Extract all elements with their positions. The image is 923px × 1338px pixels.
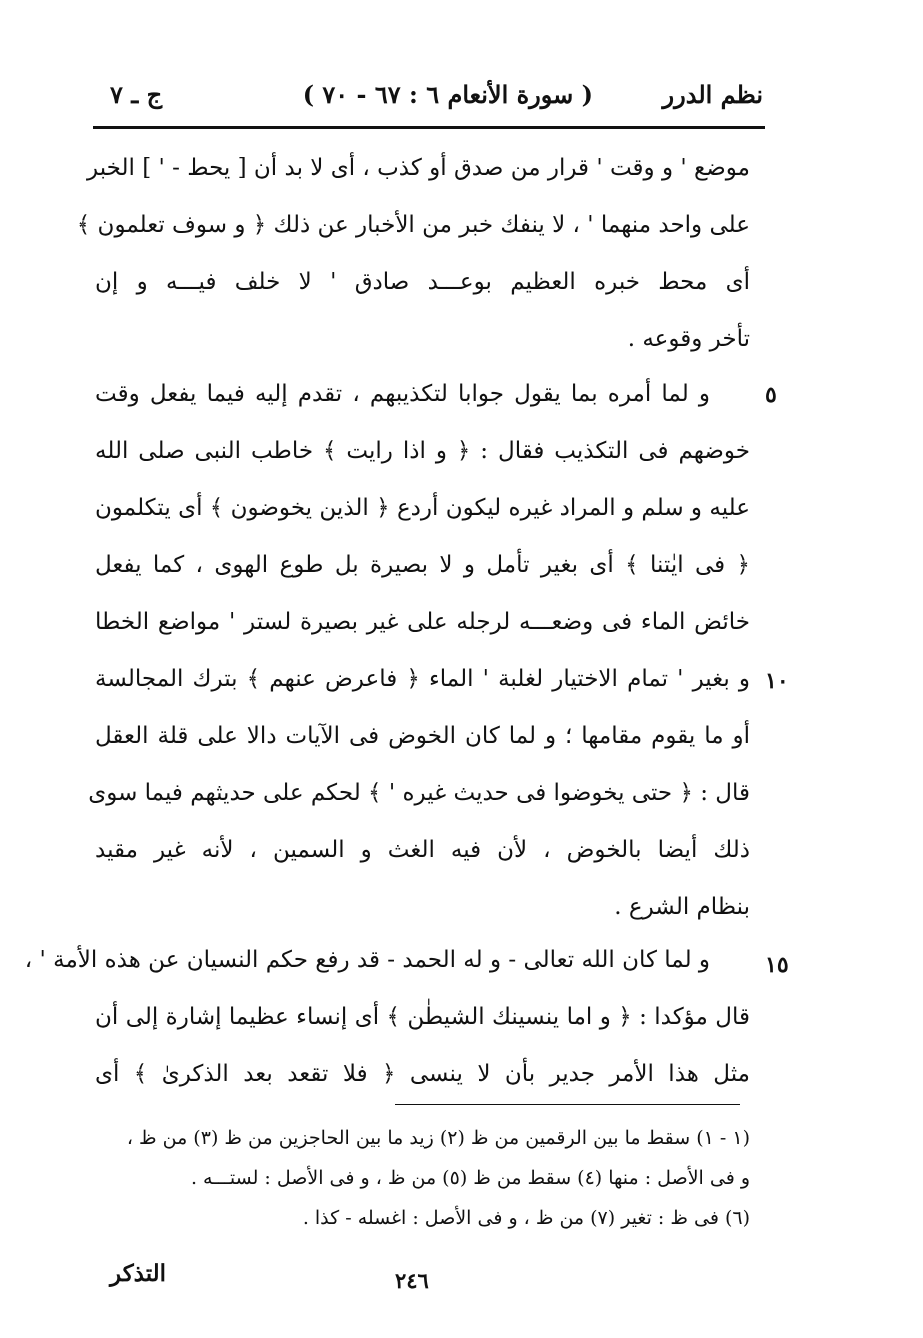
text-line: و لما أمره بما يقول جوابا لتكذيبهم ، تقدم إليه فيما يفعل وقت [95, 381, 710, 407]
book-title: نظم الدرر [662, 80, 763, 109]
footnote-line: (١ - ١) سقط ما بين الرقمين من ظ (٢) زيد ما بين الحاجزين من ظ (٣) من ظ ، [126, 1127, 750, 1149]
text-line: و لما كان الله تعالى - و له الحمد - قد رفع حكم النسيان عن هذه الأمة ' ، [24, 947, 710, 973]
text-line: على واحد منهما ' ، لا ينفك خبر من الأخبار عن ذلك ﴿ و سوف تعلمون ﴾ [76, 212, 750, 238]
text-line: و بغير ' تمام الاختيار لغلبة ' الماء ﴿ فاعرض عنهم ﴾ بترك المجالسة [95, 666, 750, 692]
text-line: عليه و سلم و المراد غيره ليكون أردع ﴿ الذين يخوضون ﴾ أى يتكلمون [95, 495, 750, 521]
page-number: ٢٤٦ [395, 1268, 429, 1293]
paragraph-1 [76, 140, 750, 368]
footnote-line: و فى الأصل : منها (٤) سقط من ظ (٥) من ظ ، و فى الأصل : لستـــه . [190, 1167, 750, 1189]
text-line: مثل هذا الأمر جدير بأن لا ينسى ﴿ فلا تقعد بعد الذكرىٰ ﴾ أى [95, 1061, 750, 1087]
header-rule [93, 126, 765, 129]
catchword: التذكر [110, 1260, 167, 1287]
text-line: ذلك أيضا بالخوض ، لأن فيه الغث و السمين ، لأنه غير مقيد [95, 837, 750, 863]
text-line: خوضهم فى التكذيب فقال : ﴿ و اذا رايت ﴾ خاطب النبى صلى الله [95, 438, 750, 464]
surah-reference: ( سورة الأنعام ٦ : ٦٧ - ٧٠ ) [302, 80, 593, 109]
page-header [95, 80, 763, 120]
text-line: قال : ﴿ حتى يخوضوا فى حديث غيره ' ﴾ لحكم على حديثهم فيما سوى [88, 780, 750, 806]
footnote-rule [395, 1104, 740, 1105]
footnotes [100, 1118, 750, 1238]
text-line: أو ما يقوم مقامها ؛ و لما كان الخوض فى الآيات دالا على قلة العقل [95, 723, 750, 749]
footnote-line: (٦) فى ظ : تغير (٧) من ظ ، و فى الأصل : اغسله - كذا . [302, 1207, 750, 1229]
margin-line-number: ١٠ [765, 668, 789, 694]
text-line: خائض الماء فى وضعـــه لرجله على غير بصيرة لستر ' مواضع الخطا [95, 609, 750, 635]
text-line: موضع ' و وقت ' قرار من صدق أو كذب ، أى لا بد أن [ يحط - ' ] الخبر [87, 155, 750, 181]
margin-line-number: ٥ [765, 382, 777, 408]
paragraph-3 [24, 932, 750, 1103]
margin-line-number: ١٥ [765, 952, 789, 978]
text-line: تأخر وقوعه . [627, 326, 750, 352]
text-line: ﴿ فى ايٰتنا ﴾ أى بغير تأمل و لا بصيرة بل طوع الهوى ، كما يفعل [95, 552, 750, 578]
text-line: قال مؤكدا : ﴿ و اما ينسينك الشيطٰن ﴾ أى إنساء عظيما إشارة إلى أن [95, 1004, 750, 1030]
paragraph-2 [88, 366, 750, 936]
text-line: بنظام الشرع . [614, 894, 750, 920]
volume-number: ج ـ ٧ [110, 80, 163, 109]
text-line: أى محط خبره العظيم بوعـــد صادق ' لا خلف فيـــه و إن [95, 269, 750, 295]
